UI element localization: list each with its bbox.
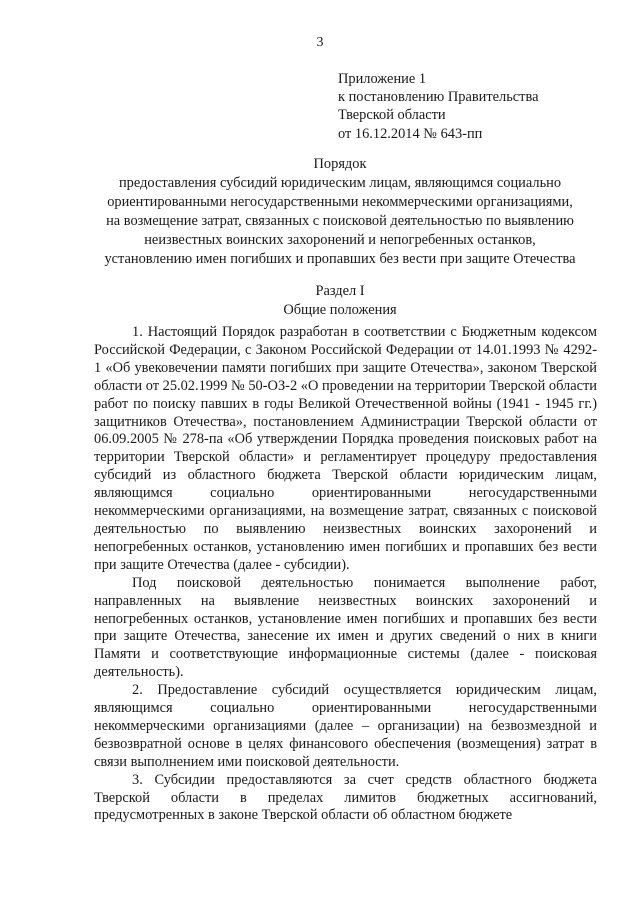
paragraph: 3. Субсидии предоставляются за счет средств областного бюджета Тверской области в пределах лимитов бюджетных ассигнований, предусмотренных в законе Тверской области об областном бюджете [94,771,597,824]
title-heading: Порядок [313,156,367,172]
section-number: Раздел I [315,283,365,299]
title-line: на возмещение затрат, связанных с поисковой деятельностью по выявлению [106,213,574,229]
title-line: предоставления субсидий юридическим лицам, являющимся социально [118,175,562,191]
page-number: 3 [316,35,324,50]
appendix-line: к постановлению Правительства [338,89,539,106]
appendix-line: Тверской области [338,107,446,124]
document-body [94,324,597,825]
title-line: неизвестных воинских захоронений и непогребенных останков, [144,232,536,248]
title-line: ориентированными негосударственными некоммерческими организациями, [107,194,573,210]
paragraph: 1. Настоящий Порядок разработан в соответствии с Бюджетным кодексом Российской Федерации, с Законом Российской Федерации от 14.01.1993 № 4292-1 «Об увековечении памяти погибших при защите Отечества», законом Тверской области от 25.02.1999 № 50-ОЗ-2 «О проведении на территории Тверской области работ по поиску павших в годы Великой Отечественной войны (1941 - 1945 гг.) защитников Отечества», постановлением Администрации Тверской области от 06.09.2005 № 278-па «Об утверждении Порядка проведения поисковых работ на территории Тверской области» и регламентирует процедуру предоставления субсидий из областного бюджета Тверской области юридическим лицам, являющимся социально ориентированными негосударственными некоммерческими организациями, на возмещение затрат, связанных с поисковой деятельностью по выявлению неизвестных воинских захоронений и непогребенных останков, установлению имен погибших и пропавших без вести при защите Отечества (далее - субсидии). [94,324,597,573]
document-title [80,155,600,269]
title-line: установлению имен погибших и пропавших без вести при защите Отечества [104,251,576,267]
paragraph: Под поисковой деятельностью понимается выполнение работ, направленных на выявление неизвестных воинских захоронений и непогребенных останков, установление имен погибших и пропавших без вести при защите Отечества, занесение их имен и других сведений о них в книги Памяти и соответствующие информационные системы (далее - поисковая деятельность). [94,574,597,681]
paragraph: 2. Предоставление субсидий осуществляется юридическим лицам, являющимся социально ориентированными негосударственными некоммерческими организациями (далее – организации) на безвозмездной и безвозвратной основе в целях финансового обеспечения (возмещения) затрат в связи выполнением ими поисковой деятельности. [94,682,597,770]
section-heading [80,282,600,319]
section-name: Общие положения [283,301,397,318]
appendix-header [338,70,538,143]
appendix-line: от 16.12.2014 № 643-пп [338,125,483,142]
appendix-line: Приложение 1 [338,71,427,87]
